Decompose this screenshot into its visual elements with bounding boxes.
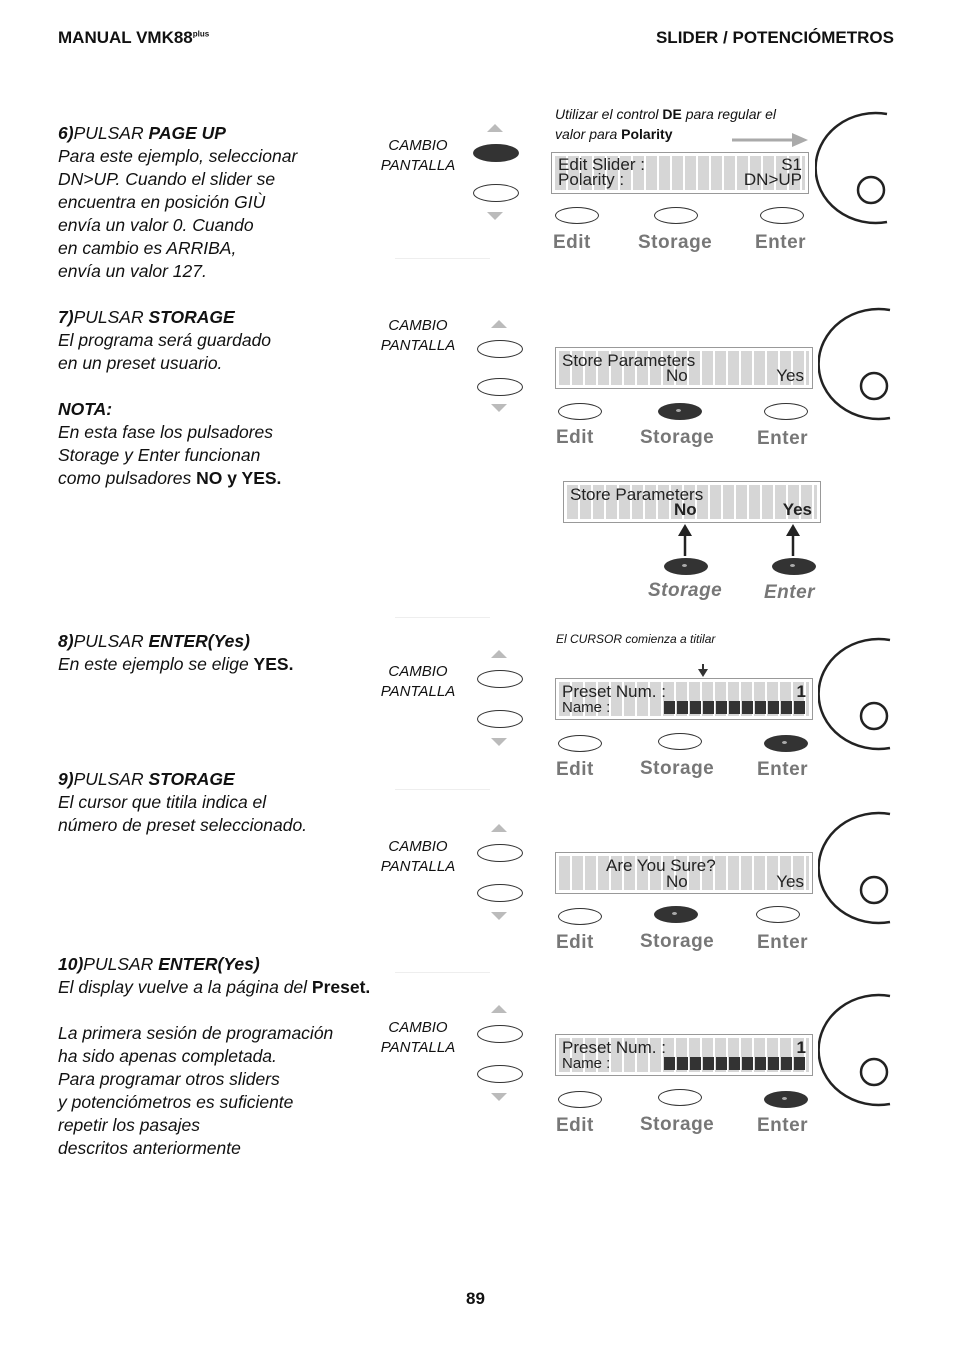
- enter-label: Enter: [764, 582, 816, 603]
- storage-button[interactable]: [654, 207, 698, 224]
- page-down-button[interactable]: [477, 378, 523, 396]
- edit-button[interactable]: [555, 207, 599, 224]
- edit-label: Edit: [556, 427, 594, 448]
- cambio-pantalla-label: CAMBIO PANTALLA: [380, 1019, 456, 1056]
- enter-button[interactable]: [756, 906, 800, 923]
- lcd-display: Store Parameters No Yes: [563, 481, 821, 523]
- data-entry-knob-icon[interactable]: [818, 808, 898, 928]
- data-entry-knob-icon[interactable]: [818, 634, 898, 754]
- edit-label: Edit: [553, 232, 591, 253]
- page-up-button[interactable]: [477, 844, 523, 862]
- lcd-display: Preset Num. : 1 Name :: [555, 678, 813, 720]
- header-section: SLIDER / POTENCIÓMETROS: [655, 28, 894, 47]
- page-down-arrow-icon: [491, 912, 507, 920]
- enter-button[interactable]: [760, 207, 804, 224]
- edit-label: Edit: [556, 1115, 594, 1136]
- edit-button[interactable]: [558, 403, 602, 420]
- enter-label: Enter: [757, 759, 809, 780]
- page-down-arrow-icon: [491, 404, 507, 412]
- storage-label: Storage: [648, 580, 723, 601]
- divider: [395, 258, 490, 259]
- step-6-text: 6)PULSAR PAGE UP Para este ejemplo, seleccionar DN>UP. Cuando el slider se encuentra en posición GIÙ envía un valor 0. Cuando en cambio es ARRIBA, envía un valor 127.: [58, 123, 298, 281]
- cambio-pantalla-label: CAMBIO PANTALLA: [380, 137, 456, 174]
- lcd-display: Preset Num. : 1 Name :: [555, 1034, 813, 1076]
- page-up-button[interactable]: [473, 144, 519, 162]
- cursor-note: El CURSOR comienza a titilar: [556, 632, 716, 646]
- page-up-button[interactable]: [477, 340, 523, 358]
- page-down-button[interactable]: [477, 710, 523, 728]
- page-up-arrow-icon: [491, 650, 507, 658]
- edit-button[interactable]: [558, 735, 602, 752]
- step-8-text: 8)PULSAR ENTER(Yes) En este ejemplo se elige YES.: [58, 631, 294, 674]
- enter-label: Enter: [757, 428, 809, 449]
- enter-label: Enter: [757, 932, 809, 953]
- step-6-note: Utilizar el control DE para regular el valor para Polarity: [555, 106, 776, 142]
- enter-button[interactable]: [764, 1091, 808, 1108]
- page-up-arrow-icon: [491, 1005, 507, 1013]
- lcd-display: Store Parameters No Yes: [555, 347, 813, 389]
- page-number: 89: [466, 1289, 485, 1308]
- arrow-right-icon: [730, 130, 810, 150]
- cambio-pantalla-label: CAMBIO PANTALLA: [380, 317, 456, 354]
- page-up-arrow-icon: [491, 824, 507, 832]
- data-entry-knob-icon[interactable]: [818, 990, 898, 1110]
- lcd-display: Are You Sure? No Yes: [555, 852, 813, 894]
- header-title: MANUAL $VMK88^{plus}$: [58, 28, 210, 47]
- page-nav: [473, 124, 521, 224]
- page-up-arrow-icon: [487, 124, 503, 132]
- cursor-marker-icon: [696, 664, 710, 678]
- edit-label: Edit: [556, 932, 594, 953]
- page-down-arrow-icon: [487, 212, 503, 220]
- storage-button[interactable]: [664, 558, 708, 575]
- storage-label: Storage: [640, 758, 715, 779]
- enter-label: Enter: [755, 232, 807, 253]
- cambio-pantalla-label: CAMBIO PANTALLA: [380, 663, 456, 700]
- page-down-arrow-icon: [491, 1093, 507, 1101]
- cambio-pantalla-label: CAMBIO PANTALLA: [380, 838, 456, 875]
- step-9-text: 9)PULSAR STORAGE El cursor que titila indica el número de preset seleccionado.: [58, 769, 308, 835]
- storage-label: Storage: [640, 931, 715, 952]
- divider: [395, 789, 490, 790]
- page-nav: [477, 320, 525, 420]
- step-7-text: 7)PULSAR STORAGE El programa será guardado en un preset usuario. NOTA: En esta fase los pulsadores Storage y Enter funcionan como pulsadores NO y YES.: [58, 307, 282, 488]
- enter-label: Enter: [757, 1115, 809, 1136]
- page-nav: [477, 1005, 525, 1105]
- enter-button[interactable]: [772, 558, 816, 575]
- storage-button[interactable]: [658, 733, 702, 750]
- data-entry-knob-icon[interactable]: [818, 304, 898, 424]
- data-entry-knob-icon[interactable]: [815, 108, 895, 228]
- page-up-arrow-icon: [491, 320, 507, 328]
- page-down-arrow-icon: [491, 738, 507, 746]
- page-nav: [477, 650, 525, 750]
- edit-button[interactable]: [558, 908, 602, 925]
- storage-button[interactable]: [654, 906, 698, 923]
- page-up-button[interactable]: [477, 1025, 523, 1043]
- lcd-display: Edit Slider : S1 Polarity : DN>UP: [551, 152, 809, 194]
- page-nav: [477, 824, 525, 924]
- storage-label: Storage: [640, 1114, 715, 1135]
- enter-button[interactable]: [764, 735, 808, 752]
- page-down-button[interactable]: [477, 884, 523, 902]
- storage-button[interactable]: [658, 403, 702, 420]
- storage-button[interactable]: [658, 1089, 702, 1106]
- page-down-button[interactable]: [473, 184, 519, 202]
- divider: [395, 617, 490, 618]
- storage-label: Storage: [640, 427, 715, 448]
- edit-label: Edit: [556, 759, 594, 780]
- page-down-button[interactable]: [477, 1065, 523, 1083]
- step-10-text: 10)PULSAR ENTER(Yes) El display vuelve a la página del Preset. La primera sesión de programación ha sido apenas completada. Para programar otros sliders y potenciómetros es suficiente repetir los pasajes descritos anteriormente: [58, 954, 371, 1158]
- page-up-button[interactable]: [477, 670, 523, 688]
- enter-button[interactable]: [764, 403, 808, 420]
- edit-button[interactable]: [558, 1091, 602, 1108]
- storage-label: Storage: [638, 232, 713, 253]
